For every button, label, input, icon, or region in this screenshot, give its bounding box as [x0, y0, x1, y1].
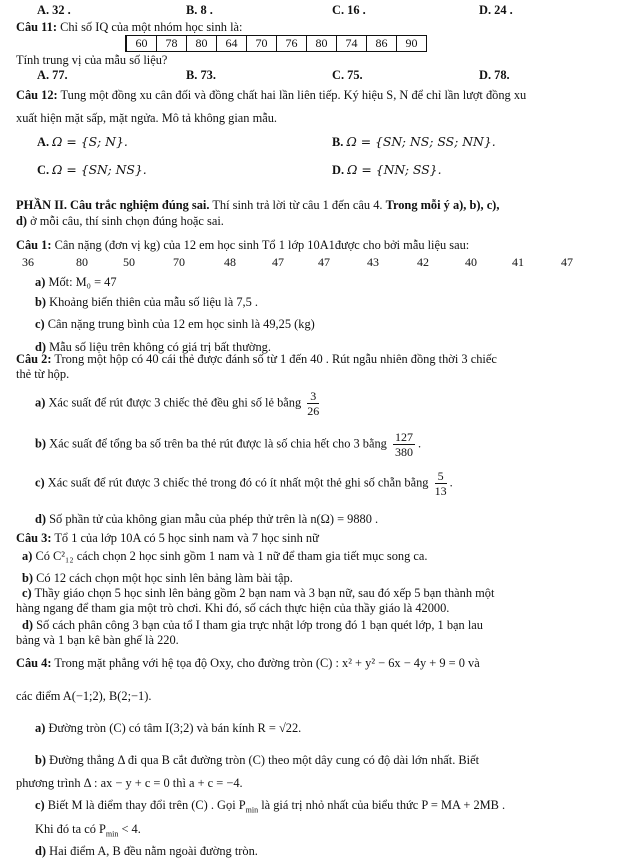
c1-data: 43: [367, 255, 379, 269]
q11-option-b: B. 73.: [186, 68, 216, 82]
q12-text: Tung một đồng xu cân đối và đồng chất hai lần liên tiếp. Ký hiệu S, N để chỉ lần lượt đồng xu: [60, 88, 527, 102]
part2-heading-line2: d) ở mỗi câu, thí sinh chọn đúng hoặc sai.: [16, 214, 224, 228]
iq-cell: 60: [126, 36, 157, 52]
q12-option-a: A. Ω = {S; N}.: [37, 134, 128, 149]
c4-item-c: c) Biết M là điểm thay đổi trên (C) . Gọi $P_{min}$ là giá trị nhỏ nhất của biểu thức P = MA + 2MB .: [35, 798, 506, 815]
c3-item-b: b) Có 12 cách chọn một học sinh lên bảng làm bài tập.: [22, 571, 293, 585]
q11-stem: [16, 20, 604, 35]
c3-stem: Câu 3: Tổ 1 của lớp 10A có 5 học sinh nam và 7 học sinh nữ: [16, 531, 319, 545]
c4-item-d: d) Hai điểm A, B đều nằm ngoài đường tròn.: [35, 844, 258, 858]
iq-cell: 74: [337, 36, 367, 52]
iq-cell: 80: [187, 36, 217, 52]
c4-item-c-line2: Khi đó ta có $P_{min} < 4$.: [35, 822, 141, 839]
c3-item-d-line2: bảng và 1 bạn kê bàn ghế là 220.: [16, 633, 179, 647]
c1-data: 80: [76, 255, 88, 269]
c4-item-b: b) Đường thẳng Δ đi qua B cắt đường tròn (C) theo một dây cung có độ dài lớn nhất. Biết: [35, 753, 480, 767]
c1-data: 42: [417, 255, 429, 269]
c2-item-a: a) Xác suất để rút được 3 chiếc thẻ đều ghi số lẻ bằng $\frac{3}{26}$: [35, 389, 320, 418]
c2-item-d: d) Số phần tử của không gian mẫu của phép thử trên là n(Ω) = 9880 .: [35, 512, 379, 526]
q11-label: Câu 11:: [16, 20, 57, 34]
c1-data: 36: [22, 255, 34, 269]
c1-item-b: b) Khoảng biến thiên của mẫu số liệu là 7,5 .: [35, 295, 259, 309]
iq-table: [125, 35, 427, 52]
q11-option-c: C. 75.: [332, 68, 363, 82]
q12-option-d: D. Ω = {NN; SS}.: [332, 162, 442, 177]
c4-stem-line1: Câu 4: Trong mặt phẳng với hệ tọa độ Oxy, cho đường tròn (C) : x² + y² − 6x − 4y + 9 = 0 và: [16, 656, 480, 670]
iq-cell: 80: [307, 36, 337, 52]
c1-item-c: c) Cân nặng trung bình của 12 em học sinh là 49,25 (kg): [35, 317, 315, 331]
c1-data: 47: [318, 255, 330, 269]
q11-text: Chỉ số IQ của một nhóm học sinh là:: [60, 20, 243, 34]
c1-data: 48: [224, 255, 236, 269]
c4-item-a: a) Đường tròn (C) có tâm I(3;2) và bán kính R = √22.: [35, 721, 302, 735]
q10-option-a: A. 32 .: [37, 3, 71, 17]
q12-stem-line2: xuất hiện mặt sấp, mặt ngửa. Mô tả không gian mẫu.: [16, 111, 278, 125]
c1-item-d: d) Mẫu số liệu trên không có giá trị bất thường.: [35, 340, 271, 354]
c3-item-d: d) Số cách phân công 3 bạn của tổ I tham gia trực nhật lớp trong đó 1 bạn quét lớp, 1 bạn lau: [22, 618, 483, 632]
q12-option-c: C. Ω = {SN; NS}.: [37, 162, 147, 177]
iq-cell: 90: [397, 36, 427, 52]
c1-stem: Câu 1: Cân nặng (đơn vị kg) của 12 em học sinh Tổ 1 lớp 10A1được cho bởi mẫu liệu sau:: [16, 238, 470, 252]
c2-item-b: b) Xác suất để tổng ba số trên ba thẻ rút được là số chia hết cho 3 bằng $\frac{127}{380}$ .: [35, 430, 422, 459]
c1-data: 40: [465, 255, 477, 269]
q11-option-a: A. 77.: [37, 68, 68, 82]
c1-data: 70: [173, 255, 185, 269]
c3-item-c: c) Thầy giáo chọn 5 học sinh lên bảng gồm 2 bạn nam và 3 bạn nữ, sau đó xếp 5 bạn thành một: [22, 586, 495, 600]
c1-data: 47: [272, 255, 284, 269]
c2-c-fraction: $\frac{5}{13}$: [434, 469, 447, 498]
q10-option-c: C. 16 .: [332, 3, 366, 17]
q12-stem-line1: [16, 88, 604, 103]
q12-option-b: B. Ω = {SN; NS; SS; NN}.: [332, 134, 496, 149]
c2-item-c: c) Xác suất để rút được 3 chiếc thẻ trong đó có ít nhất một thẻ ghi số chẵn bằng $\frac{5}{13}$ .: [35, 469, 453, 498]
q10-option-b: B. 8 .: [186, 3, 213, 17]
q12-label: Câu 12:: [16, 88, 58, 102]
c1-data: 41: [512, 255, 524, 269]
c1-item-a: a) Mốt: M₀ = 47: [35, 275, 117, 289]
c2-b-fraction: $\frac{127}{380}$: [394, 430, 413, 459]
c1-data: 47: [561, 255, 573, 269]
iq-cell: 64: [217, 36, 247, 52]
c2-stem-line2: thẻ từ hộp.: [16, 367, 70, 381]
c3-item-c-line2: hàng ngang để tham gia một trò chơi. Khi đó, số cách thực hiện của thầy giáo là 42000.: [16, 601, 450, 615]
q11-option-d: D. 78.: [479, 68, 510, 82]
c1-data: 50: [123, 255, 135, 269]
c2-stem-line1: Câu 2: Trong một hộp có 40 cái thẻ được đánh số từ 1 đến 40 . Rút ngẫu nhiên đồng thời 3 chiếc: [16, 352, 497, 366]
iq-cell: 78: [157, 36, 187, 52]
iq-cell: 70: [247, 36, 277, 52]
c2-a-fraction: $\frac{3}{26}$: [307, 389, 320, 418]
c4-item-b-line2: phương trình Δ : ax − y + c = 0 thì a + c = −4.: [16, 776, 243, 790]
iq-cell: 86: [367, 36, 397, 52]
c3-item-a: a) Có C²₁₂ cách chọn 2 học sinh gồm 1 nam và 1 nữ để tham gia tiết mục song ca.: [22, 549, 428, 563]
iq-cell: 76: [277, 36, 307, 52]
q10-option-d: D. 24 .: [479, 3, 513, 17]
q11-question: Tính trung vị của mẫu số liệu?: [16, 53, 168, 67]
c4-stem-line2: các điểm A(−1;2), B(2;−1).: [16, 689, 152, 703]
part2-heading: PHẦN II. Câu trắc nghiệm đúng sai. Thí sinh trả lời từ câu 1 đến câu 4. Trong mỗi ý a), b), c),: [16, 198, 500, 212]
